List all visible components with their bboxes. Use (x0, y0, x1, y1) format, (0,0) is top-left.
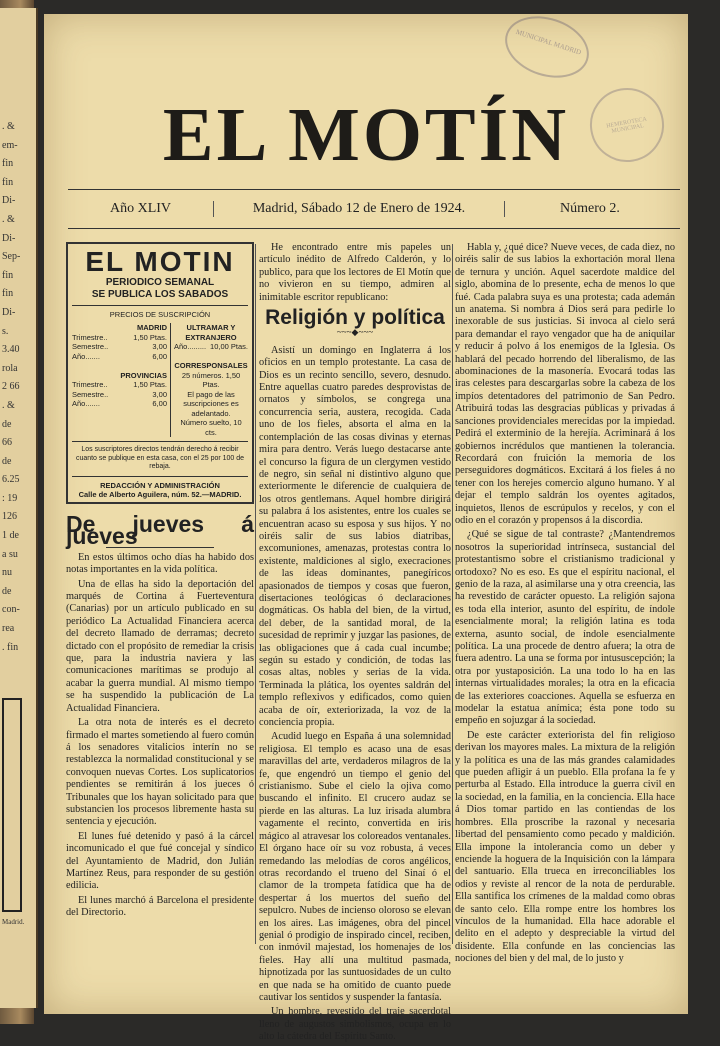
article-heading-religion: Religión y política (265, 306, 445, 330)
rate-label: Año....... (72, 351, 100, 361)
rate-value: 1,50 Ptas. (133, 332, 167, 342)
corresponsales-header: CORRESPONSALES (174, 361, 248, 370)
rate-label: Semestre.. (72, 342, 109, 351)
redaction-address: Calle de Alberto Aguilera, núm. 52.—MADRID. (78, 490, 242, 499)
previous-page-bottom: Madrid. (2, 918, 25, 926)
rate-value: 6,00 (152, 399, 167, 408)
paragraph: Un hombre, revestido del traje sacerdotal lleno de augustos simbolismos, ocupa en lo alto la cátedra del Espíritu Santo. (259, 1006, 451, 1043)
library-stamp-text: MUNICIPAL MADRID (514, 27, 583, 57)
column-rule-1 (255, 244, 256, 944)
paragraph: El lunes fué detenido y pasó á la cárcel incomunicado el que fué concejal y síndico del Ayuntamiento de Madrid, don Julián Martínez Reus, para responder de su gestión edilicia. (66, 830, 254, 892)
library-stamp (497, 6, 597, 88)
rate-value: 1,50 Ptas. (133, 380, 167, 389)
corresp-line: Número suelto, 10 cts. (180, 418, 242, 437)
rate-row (72, 352, 167, 362)
rate-label: Año......... (174, 342, 207, 351)
previous-page-ornament (2, 698, 22, 912)
box-divider (72, 305, 248, 306)
rate-label: Trimestre.. (72, 332, 108, 342)
prices-header: PRECIOS DE SUSCRIPCIÓN (109, 310, 211, 319)
rate-value: 3,00 (152, 342, 167, 351)
rates-table (72, 323, 248, 437)
rate-label: Año....... (72, 399, 100, 408)
rate-label: Semestre.. (72, 389, 109, 399)
rate-row (72, 380, 167, 390)
paragraph: ¿Qué se sigue de tal contraste? ¿Mantendremos nosotros la superioridad intrínseca, sustancial del protestantismo sobre el cristianismo tradicional y ortodoxo? No es eso. Es que el espíritu nacional, el genio de la raza, al asimilarse una y otra creencia, las ha revestido de carácter opuesto. La religión sajona es toda ella interior, asunto del espíritu, de índole esencialmente moral; la religión latina es toda externa, asunto social, de índole esencialmente política. La una procede de dentro afuera; la otra de fuera adentro. La una se forma por intususcepción; la otra por yustaposición. La una todo lo ha en las internas virtualidades morales; la otra en la eficacia de las exteriores coacciones. Aquella se esfuerza en modelar la estatua anímica; ésta pone todo su empeño en sojuzgar á la sociedad. (455, 529, 675, 727)
issue-year: Año XLIV (68, 201, 214, 217)
subscriber-note: Los suscriptores directos tendrán derecho á recibir cuanto se publique en esta casa, con el 25 por 100 de rebaja. (75, 446, 245, 470)
rate-row (174, 342, 248, 352)
column-2 (259, 242, 451, 1046)
subscription-box (66, 242, 254, 504)
heading-ornament: ~~~◆~~~ (336, 327, 374, 338)
rate-row (72, 399, 167, 409)
box-subtitle-2: SE PUBLICA LOS SABADOS (91, 289, 229, 300)
column-3 (455, 242, 675, 968)
issue-number: Número 2. (560, 201, 620, 216)
rate-label: Trimestre.. (72, 380, 108, 389)
paragraph: Habla y, ¿qué dice? Nueve veces, de cada diez, no oiréis salir de sus labios la exhortación moral llena de ternura y unción. Aquel sacerdote maldice del siglo, abomina de lo presente, echa de menos lo que fué. Cada palabra suya es una protesta; cada ademán un anatema. Si nombra á Dios será para pedirle lo inexorable de sus justicias. Si invoca al cielo será para demandar el rayo vengador que ha de aniquilar y reducir á polvo á los enemigos de la Iglesia. Os hablará del pecado horrendo del liberalismo, de las abominaciones de la masonería. Evocará todas las iras celestes para descargarlas sobre la cabeza de los impíos detentadores del patrimonio de San Pedro. Atribuirá todas las desgracias públicas y privadas á sanciones providenciales merecidas por la impiedad. Pedirá el exterminio de la herejía. Acriminará á los gobiernos incrédulos que mantienen la tolerancia. Recordará con fruición la memoria de los perseguidores dogmáticos. Excitará á los fieles á no tener con los herejes comercio alguno humano. Y al dejar el templo saldrán los oyentes agitados, inquietos, llenos de escrúpulos y recelos, y con el odio en el corazón y propensos á la discordia. (455, 242, 675, 526)
column-rule-2 (452, 244, 453, 944)
column-1 (66, 242, 254, 922)
article-heading-jueves: De jueves á jueves (66, 511, 254, 550)
intro-paragraph: He encontrado entre mis papeles un artículo inédito de Alfredo Calderón, y lo publico, para que los lectores de El Motín que no vivieron en su tiempo, admiren al inimitable escritor republicano: (259, 242, 451, 303)
rate-row (72, 342, 167, 352)
paragraph: La otra nota de interés es el decreto firmado el martes sometiendo al fuero común á los senadores vitalicios interín no se restablezca la normalidad constitucional y se convoquen nuevas Cortes. Los suplicatorios pendientes se remitirán á los jueces ó Tribunales que los hayan solicitado para que substancien los procesos libremente hasta su sentencia y ejecución. (66, 717, 254, 828)
round-stamp-text: HEMEROTECA MUNICIPAL (605, 116, 648, 135)
paragraph: Acudid luego en España á una solemnidad religiosa. El templo es acaso una de esas maravillas del arte, verdaderos milagros de la fe, que engendró un tiempo el genio del cristianismo. Sube el cielo la ojiva como buscando el infinito. El crucero audaz se pierde en las alturas. La luz irisada alumbra vagamente el recinto, convertida en iris mágico al atravesar los coloreados ventanales. El órgano hace oír su voz robusta, á veces remedando las melodías de coros angélicos, otras recordando el trueno del Sinaí ó el clamor de la trompeta fatídica que ha de despertar á los muertos del sueño del sepulcro. Nubes de incienso oloroso se elevan en los aires. Las imágenes, obra del pincel genial ó prodigio de inspirado cincel, reciben, con inmóvil majestad, los homenajes de los fieles. Hay allí una multitud pasmada, hipnotizada por las suntuosidades de un culto en que nada se ha omitido de cuanto puede cautivar los sentidos y suspender la fantasía. (259, 731, 451, 1003)
issue-date: Madrid, Sábado 12 de Enero de 1924. (214, 201, 505, 217)
newspaper-page (44, 14, 688, 1043)
masthead-title: EL MOTÍN (162, 93, 570, 177)
paragraph: De este carácter exteriorista del fin religioso derivan los mayores males. La mixtura de la religión y la política es una de las más grandes calamidades que pueden afligir á un pueblo. Ella profana la fe y perturba al Estado. Ella introduce la guerra civil en la sociedad, en la familia, en la conciencia. Ella hace á Dios tomar partido en las contiendas de los hombres. Ella proscribe la razonal y necesaria libertad del pensamiento como pecado y maldición. Ella impone la intolerancia como un deber y enciende la hoguera de la Inquisición con la lámpara del santuario. Ella trueca en irreconciliables los odios y reviste al rencor de la nota de perdurable. Ella santifica los crímenes de la maldad como obras de santo celo. Ella rompe entre los hombres los vínculos de la humanidad. Ella hace adorable el delito en el adepto y despreciable la virtud del disidente. Ella confunde en las conciencias las nociones del bien y del mal, de lo justo y (455, 729, 675, 965)
redaction-title: REDACCIÓN Y ADMINISTRACIÓN (100, 480, 220, 490)
paragraph: Una de ellas ha sido la deportación del marqués de Cortina á Fuerteventura (Canarias) por un artículo publicado en su periódico La Actualidad Financiera acerca del decreto llamado de derramas; decreto dictado con el propósito de remediar la crisis que, para la industria naviera y las comunicaciones marítimas se produjo al acabar la guerra mundial. Al mismo tiempo se ha suspendido la publicación de La Actualidad Financiera. (66, 578, 254, 714)
ultramar-header: ULTRAMAR Y EXTRANJERO (185, 323, 237, 342)
paragraph: Asistí un domingo en Inglaterra á los oficios en un templo protestante. La casa de Dios es un recinto sencillo, severo, desnudo. Entre aquellas cuatro paredes desprovistas de ornatos y símbolos, se congrega una concurrencia seria, austera, recogida. Cada uno de los fieles, absorta el alma en la contemplación de las cosas divinas y eternas mira para dentro. Verás luego destacarse ante el concurso la figura de un clergymen vestido de negro, sin señal ni distintivo alguno que exteriormente le diferencie de cualquiera de los otros gentlemans. Aquel hombre dirigirá su palabra á los asistentes, entre los cuales se encuentran acaso su esposa y sus hijos. Y no oiréis salir de sus labios diatribas, excomuniones, amenazas, protestas contra lo existente, maldiciones al siglo, execraciones de las ideas dominantes, panegíricos apasionados de tiempos y cosas que fueron, disertaciones teológicas ó declaraciones dogmáticas. Os habla del bien, de la virtud, del deber, de la santidad moral, de la sucesidad de reprimir y juzgar las pasiones, de las obligaciones que á cada cual incumbe; según su estado y condición, de todas las cosas altas, nobles y serias de la vida. Terminada la plática, los oyentes saldrán del templo reflexivos y edificados, como quien acaba de oír, exteriorizada, la voz de la conciencia propia. (259, 344, 451, 729)
rates-left (72, 323, 171, 437)
paragraph: En estos últimos ocho días ha habido dos notas importantes en la vida política. (66, 551, 254, 576)
madrid-header: MADRID (137, 323, 167, 332)
corresp-line: El pago de las suscripciones es adelantado. (183, 389, 239, 418)
box-subtitle-1: PERIODICO SEMANAL (105, 277, 215, 288)
rate-row (72, 390, 167, 400)
previous-page-edge (0, 8, 38, 1008)
paragraph: El lunes marchó á Barcelona el presidente del Directorio. (66, 894, 254, 919)
box-title: EL MOTIN (85, 246, 235, 277)
rate-row (72, 333, 167, 343)
rate-value: 6,00 (152, 351, 167, 361)
rate-value: 10,00 Ptas. (210, 342, 248, 351)
corresp-line: 25 números. 1,50 Ptas. (181, 370, 241, 389)
rates-right (171, 323, 248, 437)
issue-info-bar (68, 189, 680, 229)
rate-value: 3,00 (152, 389, 167, 399)
provincias-header: PROVINCIAS (120, 370, 167, 380)
previous-page-fragments: . & em- fin fin Di- . & Di- Sep- fin fin Di- s. 3.40 rola 2 66 . & de 66 de 6.25 : 19 126 1 de a su nu de con- rea . fin (2, 121, 21, 653)
box-divider (72, 476, 248, 477)
box-divider (72, 441, 248, 442)
